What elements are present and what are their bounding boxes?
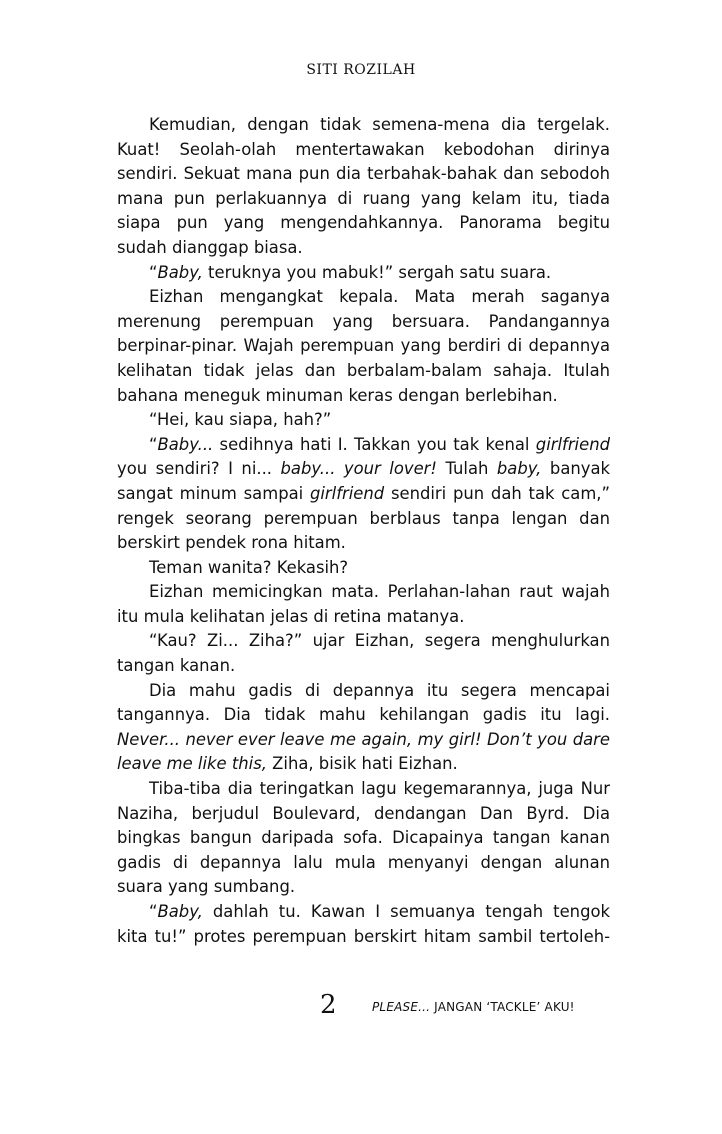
paragraph: “Baby, dahlah tu. Kawan I semuanya tengah tengok kita tu!” protes perempuan berskirt hitam sambil tertoleh- xyxy=(117,902,610,946)
page-footer xyxy=(0,990,722,1030)
author-name: SITI ROZILAH xyxy=(306,62,416,78)
book-title: PLEASE... JANGAN ‘TACKLE’ AKU! xyxy=(372,1000,575,1014)
paragraph: Eizhan mengangkat kepala. Mata merah saganya merenung perempuan yang bersuara. Pandangannya berpinar-pinar. Wajah perempuan yang berdiri di depannya kelihatan tidak jelas dan berbalam-balam sahaja. Itulah bahana meneguk minuman keras dengan berlebihan. xyxy=(117,287,610,405)
paragraph: Tiba-tiba dia teringatkan lagu kegemarannya, juga Nur Naziha, berjudul Boulevard, dendangan Dan Byrd. Dia bingkas bangun daripada sofa. Dicapainya tangan kanan gadis di depannya lalu mula menyanyi dengan alunan suara yang sumbang. xyxy=(117,779,610,897)
page-body xyxy=(117,113,610,949)
paragraph: Teman wanita? Kekasih? xyxy=(149,557,349,577)
paragraph: “Baby... sedihnya hati I. Takkan you tak kenal girlfriend you sendiri? I ni... baby... your lover! Tulah baby, banyak sangat minum sampai girlfriend sendiri pun dah tak cam,” rengek seorang perempuan berblaus tanpa lengan dan berskirt pendek rona hitam. xyxy=(117,434,610,553)
page-number: 2 xyxy=(320,990,337,1020)
paragraph: Dia mahu gadis di depannya itu segera mencapai tangannya. Dia tidak mahu kehilangan gadis itu lagi. Never... never ever leave me again, my girl! Don’t you dare leave me like this, Ziha, bisik hati Eizhan. xyxy=(117,680,610,774)
paragraph: “Hei, kau siapa, hah?” xyxy=(149,410,332,430)
paragraph: Kemudian, dengan tidak semena-mena dia tergelak. Kuat! Seolah-olah mentertawakan kebodohan dirinya sendiri. Sekuat mana pun dia terbahak-bahak dan sebodoh mana pun perlakuannya di ruang yang kelam itu, tiada siapa pun yang mengendahkannya. Panorama begitu sudah dianggap biasa. xyxy=(117,115,610,257)
paragraph: “Baby, teruknya you mabuk!” sergah satu suara. xyxy=(149,262,552,282)
running-header xyxy=(0,62,722,78)
paragraph: Eizhan memicingkan mata. Perlahan-lahan raut wajah itu mula kelihatan jelas di retina matanya. xyxy=(117,582,610,626)
paragraph: “Kau? Zi... Ziha?” ujar Eizhan, segera menghulurkan tangan kanan. xyxy=(117,631,610,676)
